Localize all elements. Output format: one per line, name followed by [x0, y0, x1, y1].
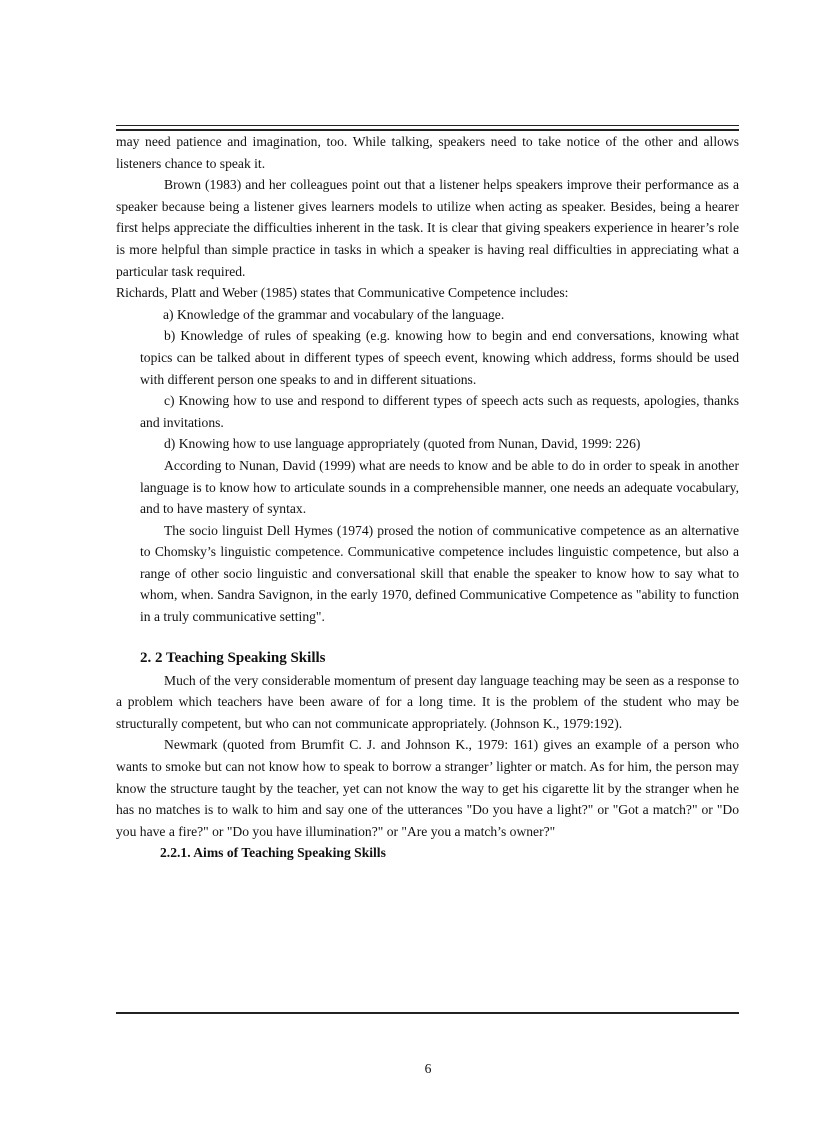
paragraph-newmark: Newmark (quoted from Brumfit C. J. and Johnson K., 1979: 161) gives an example of a person who wants to smoke but can not know how to speak to borrow a stranger’ lighter or match. As for him, the person may know the structure taught by the teacher, yet can not know the way to get his cigarette lit by the stranger when he has no matches is to walk to him and say one of the utterances "Do you have a light?" or "Got a match?" or "Do you have a fire?" or "Do you have illumination?" or "Are you a match’s owner?": [116, 737, 739, 839]
paragraph-continuation: may need patience and imagination, too. While talking, speakers need to take notice of the other and allows listeners chance to speak it.: [116, 134, 739, 171]
list-item-b: b) Knowledge of rules of speaking (e.g. knowing how to begin and end conversations, knowing what topics can be talked about in different types of speech event, knowing which address, forms should be used with different person one speaks to and in different situations.: [140, 328, 739, 387]
list-item-c: c) Knowing how to use and respond to different types of speech acts such as requests, apologies, thanks and invitations.: [140, 393, 739, 430]
paragraph-nunan: According to Nunan, David (1999) what are needs to know and be able to do in order to speak in another language is to know how to articulate sounds in a comprehensible manner, one needs an adequate vocabulary, and to have mastery of syntax.: [140, 457, 739, 517]
subsection-heading: 2.2.1. Aims of Teaching Speaking Skills: [160, 845, 386, 861]
paragraph-brown: Brown (1983) and her colleagues point out that a listener helps speakers improve their performance as a speaker because being a listener gives learners models to utilize when acting as speaker. Besides, being a hearer first helps appreciate the difficulties inherent in the task. It is clear that giving speakers experience in hearer’s role is more helpful than simple practice in tasks in which a speaker is having real difficulties in appreciating what a particular task required.: [116, 177, 739, 279]
list-item-d: d) Knowing how to use language appropriately (quoted from Nunan, David, 1999: 226): [164, 436, 641, 452]
body-text: [116, 131, 739, 864]
section-heading: 2. 2 Teaching Speaking Skills: [140, 649, 326, 666]
list-item-a: a) Knowledge of the grammar and vocabulary of the language.: [163, 306, 505, 322]
footer-rule: [116, 1012, 739, 1014]
page-number: 6: [424, 1061, 432, 1076]
paragraph-momentum: Much of the very considerable momentum of present day language teaching may be seen as a response to a problem which teachers have been aware of for a long time. It is the problem of the student who may be structurally competent, but who can not communicate appropriately. (Johnson K., 1979:192).: [116, 672, 739, 731]
paragraph-richards: Richards, Platt and Weber (1985) states that Communicative Competence includes:: [116, 285, 569, 301]
paragraph-hymes: The socio linguist Dell Hymes (1974) prosed the notion of communicative competence as an alternative to Chomsky’s linguistic competence. Communicative competence includes linguistic competence, but also a range of other socio linguistic and conversational skill that enable the speaker to know how to say what to whom, when. Sandra Savignon, in the early 1970, defined Communicative Competence as "ability to function in a truly communicative setting".: [140, 522, 739, 625]
